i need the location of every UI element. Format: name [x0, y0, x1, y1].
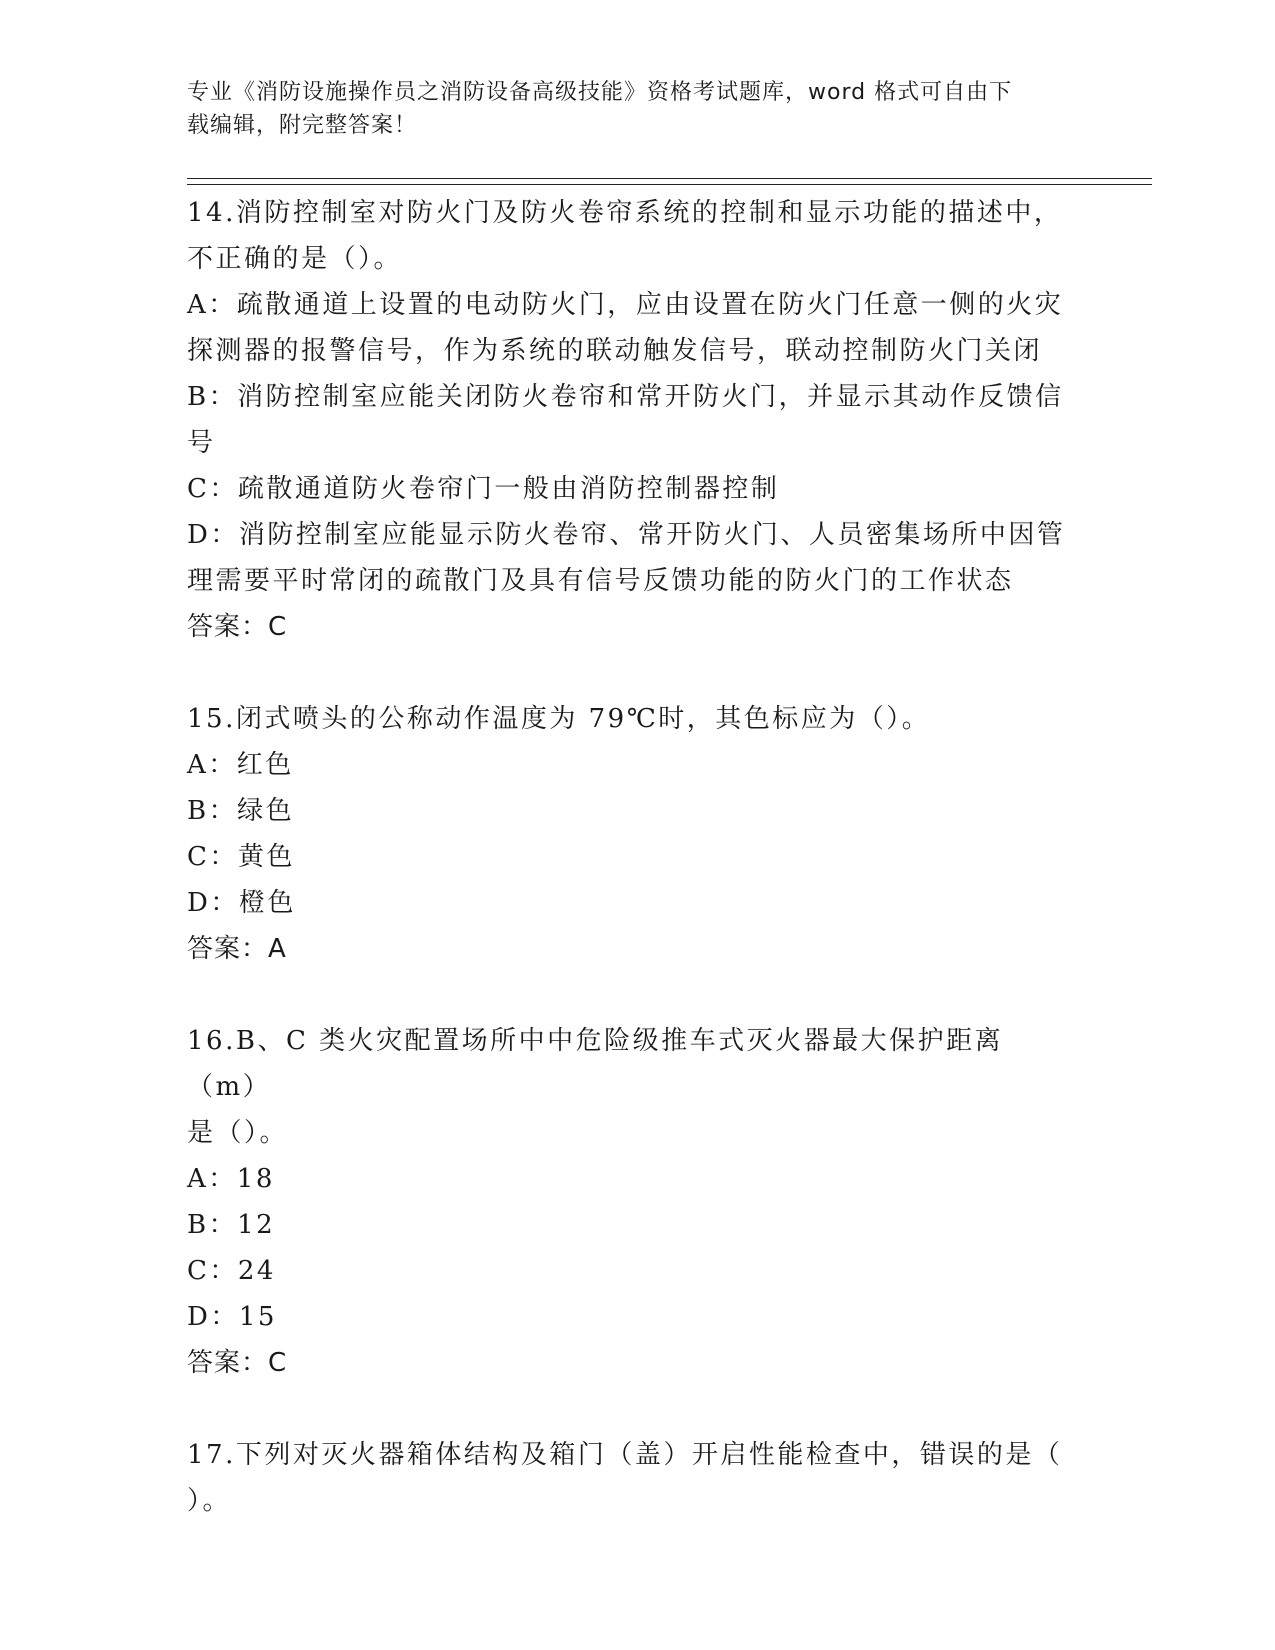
question-stem: 15.闭式喷头的公称动作温度为 79℃时，其色标应为（）。 — [187, 704, 931, 734]
header-divider-top — [187, 178, 1152, 179]
option-b: B：消防控制室应能关闭防火卷帘和常开防火门，并显示其动作反馈信 — [187, 382, 1064, 412]
question-15 — [187, 696, 1067, 972]
question-spacer — [187, 1386, 1067, 1432]
answer-line: 答案：C — [187, 1348, 288, 1378]
answer-line: 答案：C — [187, 612, 288, 642]
option-d: D：15 — [187, 1302, 277, 1332]
document-header — [187, 76, 1067, 142]
option-a: A：疏散通道上设置的电动防火门，应由设置在防火门任意一侧的火灾 — [187, 290, 1064, 320]
option-b: B：绿色 — [187, 796, 295, 826]
question-17 — [187, 1432, 1067, 1524]
header-divider-bottom — [187, 184, 1152, 185]
question-stem-continued: 不正确的是（）。 — [187, 244, 403, 274]
question-stem-continued: 是（）。 — [187, 1118, 289, 1148]
option-a: A：18 — [187, 1164, 275, 1194]
option-d: D：消防控制室应能显示防火卷帘、常开防火门、人员密集场所中因管 — [187, 520, 1066, 550]
question-stem: 17.下列对灭火器箱体结构及箱门（盖）开启性能检查中，错误的是（ — [187, 1440, 1063, 1470]
header-line-1: 专业《消防设施操作员之消防设备高级技能》资格考试题库，word 格式可自由下 — [187, 80, 1013, 105]
question-spacer — [187, 650, 1067, 696]
question-stem: 14.消防控制室对防火门及防火卷帘系统的控制和显示功能的描述中， — [187, 198, 1063, 228]
option-a-continued: 探测器的报警信号，作为系统的联动触发信号，联动控制防火门关闭 — [187, 336, 1043, 366]
question-stem-continued: ）。 — [187, 1486, 232, 1516]
question-spacer — [187, 972, 1067, 1018]
option-c: C：黄色 — [187, 842, 295, 872]
question-16 — [187, 1018, 1067, 1386]
question-list — [187, 190, 1067, 1524]
option-d: D：橙色 — [187, 888, 296, 918]
option-b-continued: 号 — [187, 428, 216, 458]
answer-line: 答案：A — [187, 934, 287, 964]
option-b: B：12 — [187, 1210, 276, 1240]
header-line-2: 载编辑，附完整答案！ — [187, 113, 418, 138]
option-a: A：红色 — [187, 750, 294, 780]
option-c: C：24 — [187, 1256, 276, 1286]
question-stem: 16.B、C 类火灾配置场所中中危险级推车式灭火器最大保护距离（m） — [187, 1026, 1004, 1102]
option-c: C：疏散通道防火卷帘门一般由消防控制器控制 — [187, 474, 780, 504]
option-d-continued: 理需要平时常闭的疏散门及具有信号反馈功能的防火门的工作状态 — [187, 566, 1014, 596]
question-14 — [187, 190, 1067, 650]
